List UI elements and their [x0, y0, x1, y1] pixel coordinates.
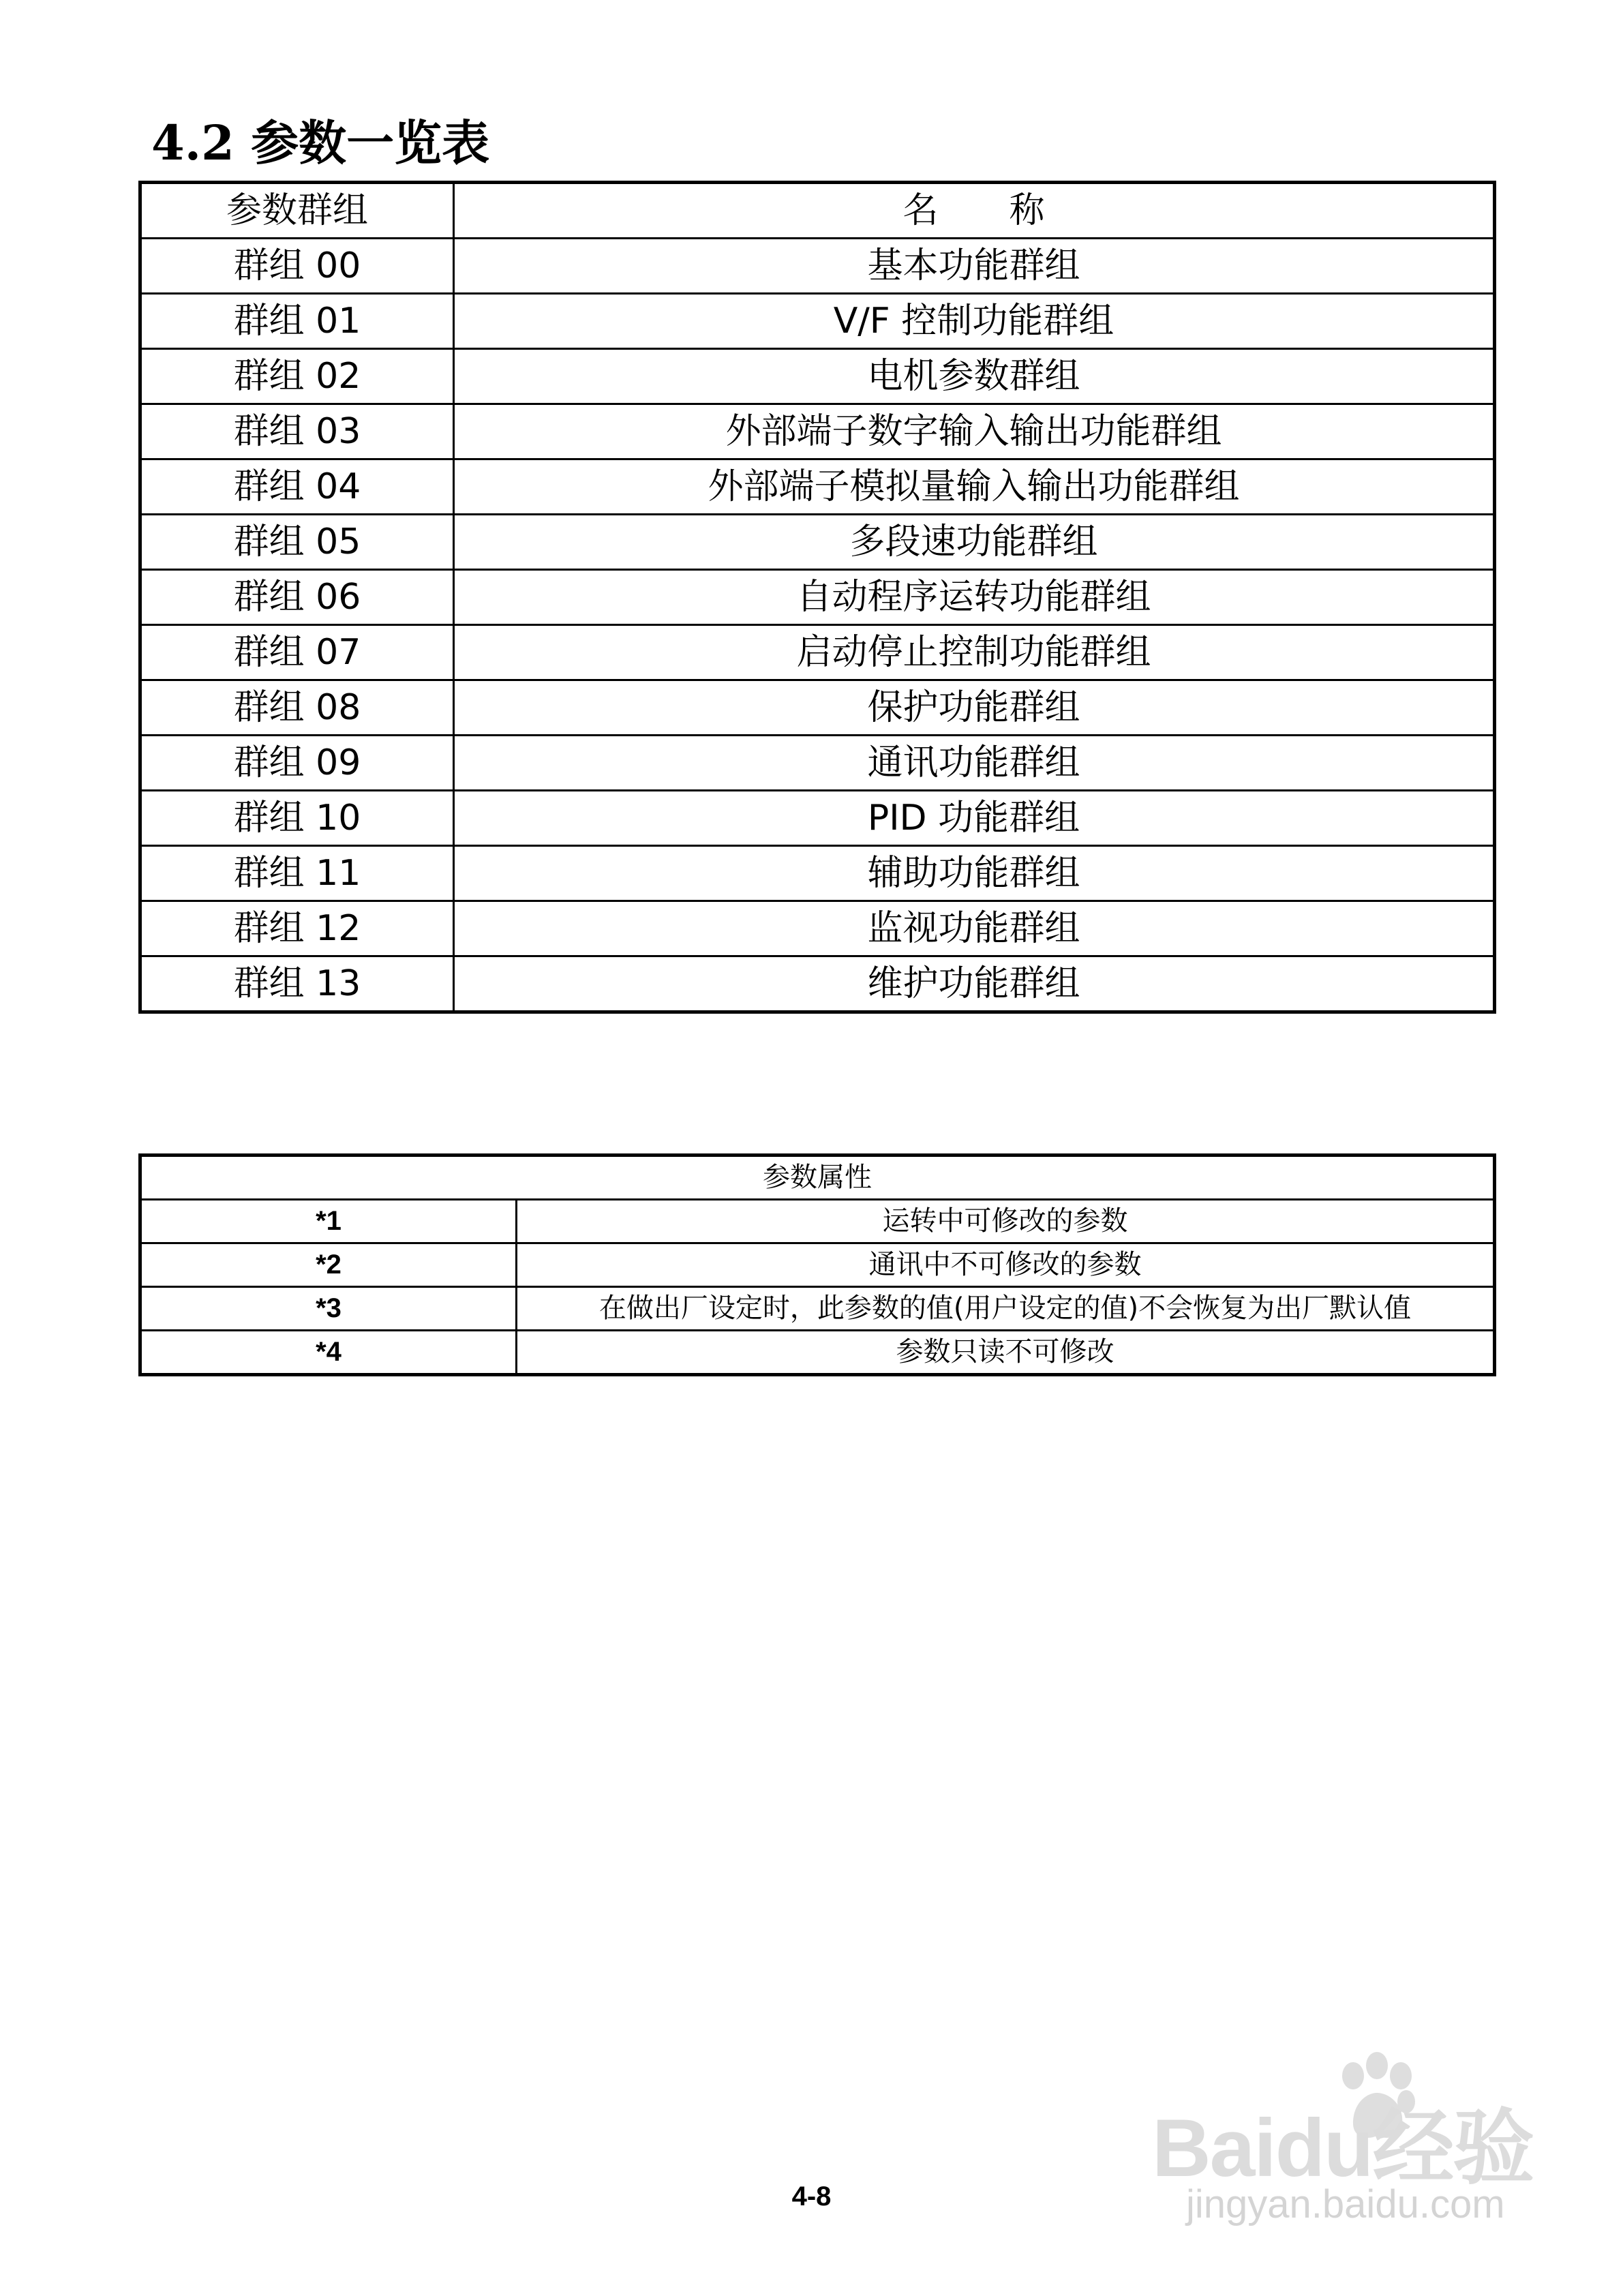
- parameter-group-table: [138, 181, 1496, 1014]
- table-row: [140, 404, 1495, 459]
- watermark-logo-text: Baidu经验: [1152, 2102, 1534, 2194]
- group-cell: 群组 06: [140, 570, 454, 625]
- name-cell: 启动停止控制功能群组: [454, 625, 1495, 680]
- table-row: [140, 349, 1495, 404]
- table-row: [140, 515, 1495, 570]
- table-row: [140, 680, 1495, 736]
- name-cell: 自动程序运转功能群组: [454, 570, 1495, 625]
- group-cell: 群组 00: [140, 239, 454, 294]
- table-row: [140, 294, 1495, 349]
- parameter-attribute-table: [138, 1153, 1496, 1376]
- name-cell: 辅助功能群组: [454, 846, 1495, 901]
- name-cell: 电机参数群组: [454, 349, 1495, 404]
- name-cell: 多段速功能群组: [454, 515, 1495, 570]
- group-cell: 群组 02: [140, 349, 454, 404]
- page-number: 4-8: [791, 2181, 832, 2211]
- group-cell: 群组 08: [140, 680, 454, 736]
- attribute-mark: *2: [140, 1243, 517, 1287]
- header-parameter-group: 参数群组: [140, 183, 454, 239]
- group-cell: 群组 05: [140, 515, 454, 570]
- attribute-header-row: [140, 1155, 1495, 1200]
- table-row: [140, 459, 1495, 515]
- header-name: 名 称: [454, 183, 1495, 239]
- name-cell: PID 功能群组: [454, 791, 1495, 846]
- table-row: [140, 791, 1495, 846]
- group-cell: 群组 13: [140, 956, 454, 1012]
- group-cell: 群组 07: [140, 625, 454, 680]
- table-row: [140, 239, 1495, 294]
- group-cell: 群组 11: [140, 846, 454, 901]
- group-cell: 群组 03: [140, 404, 454, 459]
- table-header-row: [140, 183, 1495, 239]
- name-cell: V/F 控制功能群组: [454, 294, 1495, 349]
- attribute-description: 运转中可修改的参数: [517, 1200, 1495, 1243]
- watermark-site: jingyan.baidu.com: [1186, 2182, 1505, 2226]
- attribute-description: 通讯中不可修改的参数: [517, 1243, 1495, 1287]
- group-cell: 群组 10: [140, 791, 454, 846]
- group-cell: 群组 01: [140, 294, 454, 349]
- attribute-row: [140, 1200, 1495, 1243]
- table-row: [140, 570, 1495, 625]
- name-cell: 维护功能群组: [454, 956, 1495, 1012]
- group-cell: 群组 09: [140, 736, 454, 791]
- name-cell: 监视功能群组: [454, 901, 1495, 956]
- group-cell: 群组 04: [140, 459, 454, 515]
- group-cell: 群组 12: [140, 901, 454, 956]
- attribute-mark: *3: [140, 1287, 517, 1331]
- table-row: [140, 736, 1495, 791]
- table-row: [140, 956, 1495, 1012]
- name-cell: 通讯功能群组: [454, 736, 1495, 791]
- table-row: [140, 846, 1495, 901]
- attribute-mark: *4: [140, 1331, 517, 1375]
- table-row: [140, 901, 1495, 956]
- attribute-description: 参数只读不可修改: [517, 1331, 1495, 1375]
- page-title: 4.2 参数一览表: [151, 115, 490, 171]
- table-row: [140, 625, 1495, 680]
- name-cell: 外部端子模拟量输入输出功能群组: [454, 459, 1495, 515]
- attribute-mark: *1: [140, 1200, 517, 1243]
- name-cell: 基本功能群组: [454, 239, 1495, 294]
- attribute-row: [140, 1287, 1495, 1331]
- name-cell: 外部端子数字输入输出功能群组: [454, 404, 1495, 459]
- attribute-row: [140, 1243, 1495, 1287]
- attribute-description: 在做出厂设定时，此参数的值(用户设定的值)不会恢复为出厂默认值: [517, 1287, 1495, 1331]
- name-cell: 保护功能群组: [454, 680, 1495, 736]
- attribute-header: 参数属性: [140, 1155, 1495, 1200]
- attribute-row: [140, 1331, 1495, 1375]
